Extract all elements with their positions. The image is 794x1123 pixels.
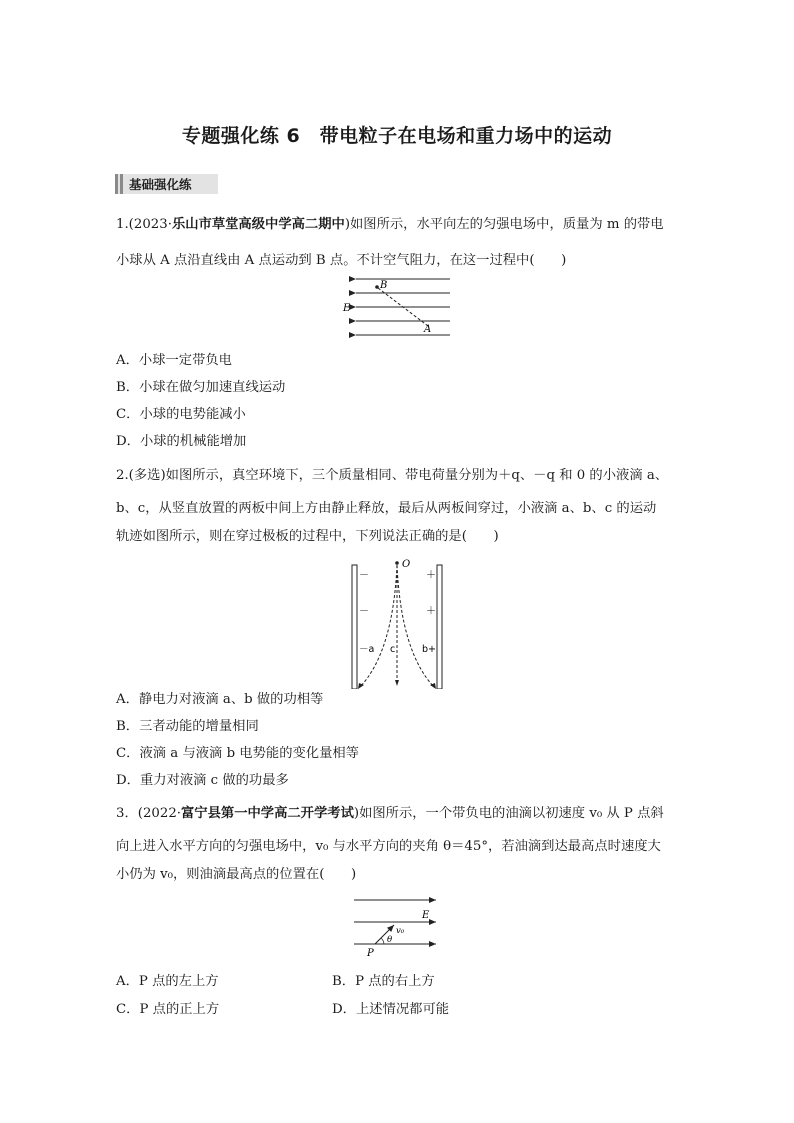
badge-bar (120, 174, 123, 194)
q3-option-d: D．上述情况都可能 (332, 1002, 450, 1017)
q1-option-a: A．小球一定带负电 (116, 353, 232, 368)
q2-minus-2: － (359, 606, 369, 617)
q2-label-c: c (390, 644, 396, 655)
q1-option-d: D．小球的机械能增加 (116, 434, 247, 449)
q3-option-a: A．P 点的左上方 (116, 974, 219, 989)
q1-line1 (116, 213, 664, 232)
q1-label-A: A (424, 324, 432, 335)
q2-label-a: －a (359, 644, 375, 655)
q2-plus-1: ＋ (426, 570, 436, 581)
q2-plus-2: ＋ (426, 606, 436, 617)
q2-option-c: C．液滴 a 与液滴 b 电势能的变化量相等 (116, 746, 359, 761)
q2-minus-1: － (359, 570, 369, 581)
q1-source-prefix: 1.(2023· (116, 217, 172, 232)
q1-text: )如图所示，水平向左的匀强电场中，质量为 m 的带电 (344, 217, 664, 232)
q3-source: 富宁县第一中学高二开学考试 (181, 806, 354, 821)
q1-label-E: E (343, 303, 351, 314)
q2-label-O: O (402, 559, 411, 570)
section-label: 基础强化练 (129, 177, 192, 192)
q2-label-b: b+ (422, 644, 436, 655)
q3-line1 (116, 802, 664, 821)
q3-label-v0: v₀ (396, 926, 405, 936)
q2-line2: b、c，从竖直放置的两板中间上方由静止释放，最后从两板间穿过，小液滴 a、b、c 的运动 (116, 501, 657, 516)
q1-line2: 小球从 A 点沿直线由 A 点运动到 B 点。不计空气阻力，在这一过程中( ) (116, 253, 567, 268)
q3-option-c: C．P 点的正上方 (116, 1002, 220, 1017)
q3-label-theta: θ (387, 935, 393, 945)
q1-option-c: C．小球的电势能减小 (116, 407, 246, 422)
page-title: 专题强化练 6 带电粒子在电场和重力场中的运动 (181, 125, 613, 147)
q3-text: )如图所示，一个带负电的油滴以初速度 v₀ 从 P 点斜 (353, 806, 664, 821)
q2-option-a: A．静电力对液滴 a、b 做的功相等 (116, 692, 324, 707)
q3-label-P: P (367, 948, 374, 959)
section-badge (115, 174, 218, 194)
q2-line1: 2.(多选)如图所示，真空环境下，三个质量相同、带电荷量分别为＋q、－q 和 0 的小液滴 a、 (116, 468, 669, 483)
q3-line2: 向上进入水平方向的匀强电场中，v₀ 与水平方向的夹角 θ＝45°，若油滴到达最高点时速度大 (116, 839, 661, 854)
badge-bar (115, 174, 118, 194)
q3-source-prefix: 3．(2022· (116, 806, 182, 821)
q3-line3: 小仍为 v₀，则油滴最高点的位置在( ) (116, 867, 357, 882)
q2-line3: 轨迹如图所示，则在穿过极板的过程中，下列说法正确的是( ) (116, 529, 499, 544)
q2-option-d: D．重力对液滴 c 做的功最多 (116, 773, 289, 788)
q3-option-b: B．P 点的右上方 (332, 974, 435, 989)
q1-figure (340, 272, 455, 340)
q3-label-E: E (422, 910, 430, 921)
q2-option-b: B．三者动能的增量相同 (116, 719, 259, 734)
q1-option-b: B．小球在做匀加速直线运动 (116, 380, 286, 395)
q2-figure (340, 557, 460, 689)
q3-figure (350, 893, 442, 959)
q1-source: 乐山市草堂高级中学高二期中 (171, 217, 345, 232)
q1-label-B: B (380, 280, 388, 291)
